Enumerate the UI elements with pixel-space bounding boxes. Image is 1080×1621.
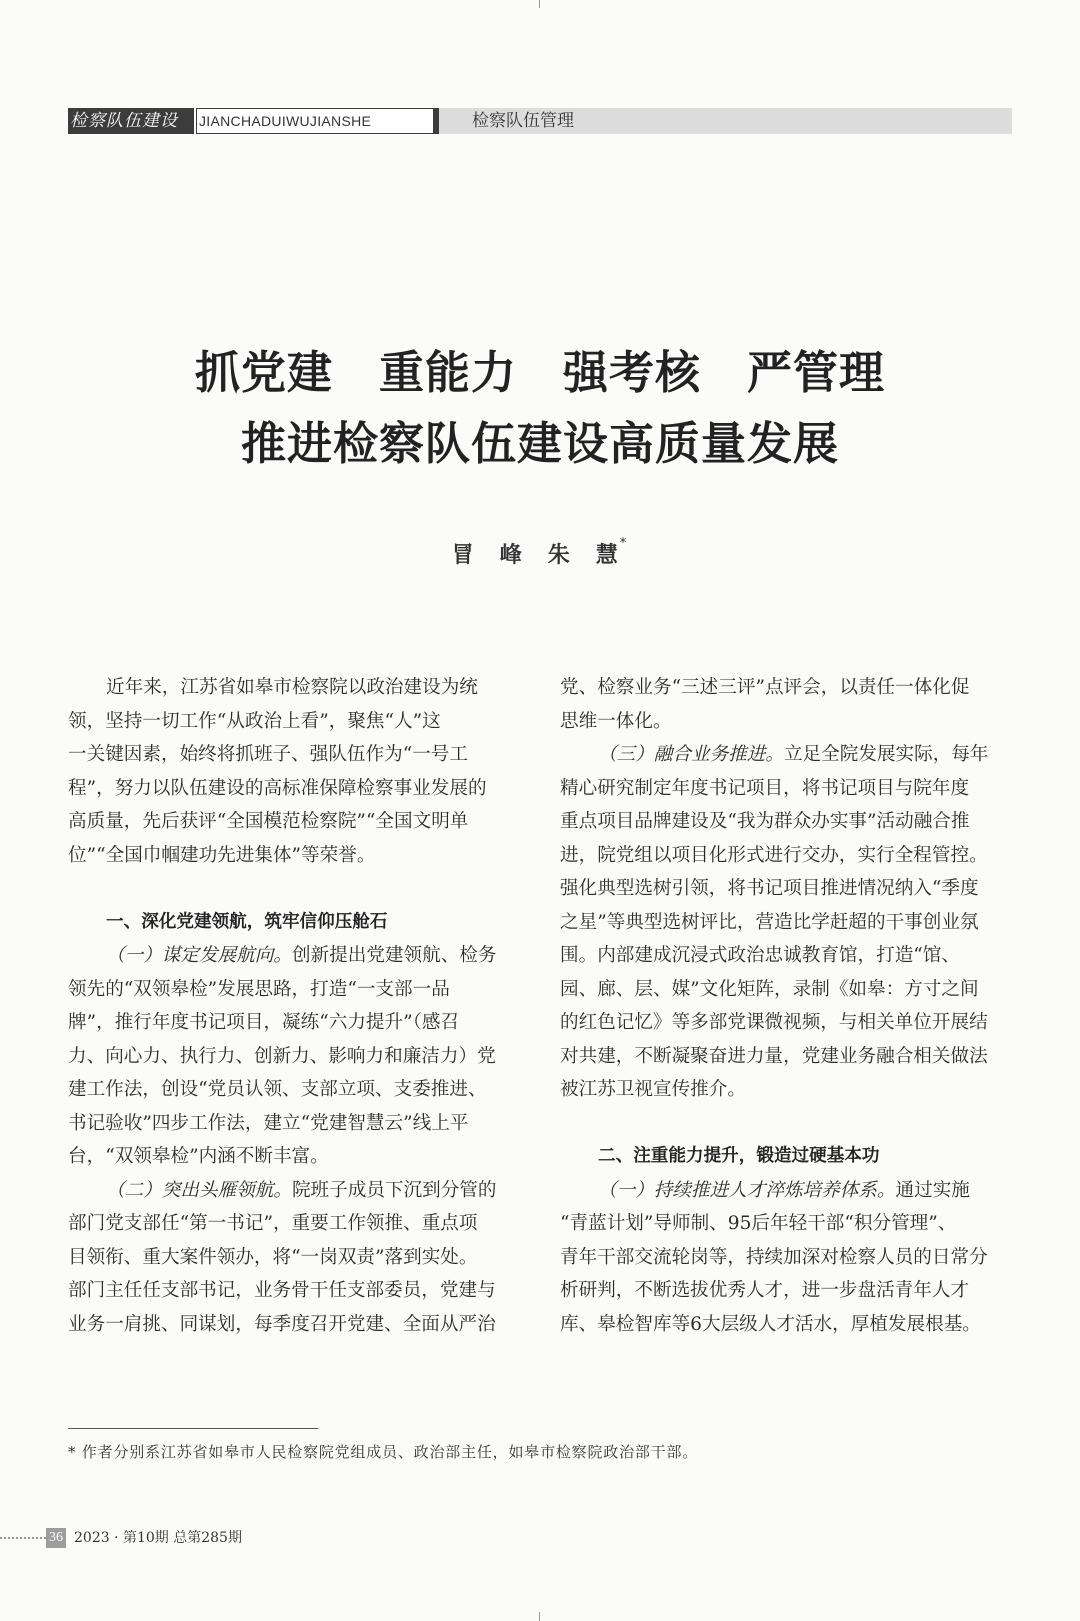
text-line: 建工作法，创设“党员认领、支部立项、支委推进、: [68, 1079, 487, 1100]
author-footnote: * 作者分别系江苏省如皋市人民检察院党组成员、政治部主任，如皋市检察院政治部干部。: [68, 1443, 699, 1461]
footer-leader: [0, 1537, 46, 1539]
text-line: 围。内部建成沉浸式政治忠诚教育馆，打造“馆、: [560, 945, 960, 966]
footnote-rule: [68, 1428, 318, 1429]
subsection-title: （一）持续推进人才淬炼培养体系。: [598, 1179, 896, 1201]
issue-info: 2023 · 第10期 总第285期: [74, 1530, 242, 1546]
text-line: 园、廊、层、媒”文化矩阵，录制《如皋：方寸之间: [560, 978, 979, 1000]
text-line: 目领衔、重大案件领办，将“一岗双责”落到实处。: [68, 1246, 478, 1268]
text-line: 书记验收”四步工作法，建立“党建智慧云”线上平: [68, 1112, 469, 1134]
body-column-right: [560, 671, 1010, 1341]
text-line: 一关键因素，始终将抓班子、强队伍作为“一号工: [68, 744, 468, 765]
line-text: 通过实施: [895, 1179, 970, 1201]
article-title-line1: 抓党建 重能力 强考核 严管理: [194, 346, 885, 399]
text-line: 牌”，推行年度书记项目，凝练“六力提升”（感召: [68, 1012, 460, 1033]
text-line: 之星”等典型选树评比，营造比学赶超的干事创业氛: [560, 911, 979, 933]
section-heading: 一、深化党建领航，筑牢信仰压舱石: [106, 911, 388, 932]
journal-name-en: JIANCHADUIWUJIANSHE: [196, 108, 434, 134]
paragraph-gap: [68, 872, 518, 906]
text-line: 被江苏卫视宣传推介。: [560, 1079, 746, 1100]
text-line: 力、向心力、执行力、创新力、影响力和廉洁力）党: [68, 1045, 496, 1067]
text-line: [68, 939, 518, 973]
section-heading: 二、注重能力提升，锻造过硬基本功: [598, 1146, 880, 1166]
author-line: [0, 538, 1080, 569]
journal-name-cn: 检察队伍建设: [68, 108, 194, 134]
text-line: 部门党支部任“第一书记”，重要工作领推、重点项: [68, 1213, 478, 1234]
text-line: “青蓝计划”导师制、95后年轻干部“积分管理”、: [560, 1213, 957, 1234]
subsection-title: （二）突出头雁领航。: [106, 1179, 292, 1201]
text-line: 青年干部交流轮岗等，持续加深对检察人员的日常分: [560, 1246, 988, 1268]
text-line: 业务一肩挑、同谋划，每季度召开党建、全面从严治: [68, 1313, 496, 1335]
author-footnote-mark: *: [619, 536, 629, 551]
text-line: 强化典型选树引领，将书记项目推进情况纳入“季度: [560, 878, 979, 899]
text-line: 的红色记忆》等多部党课微视频，与相关单位开展结: [560, 1012, 988, 1033]
running-header: [68, 108, 1012, 134]
subsection-title: （三）融合业务推进。: [598, 744, 784, 765]
text-line: 库、皋检智库等6大层级人才活水，厚植发展根基。: [560, 1313, 981, 1335]
text-line: 党、检察业务“三述三评”点评会，以责任一体化促: [560, 677, 970, 698]
text-line: 程”，努力以队伍建设的高标准保障检察事业发展的: [68, 777, 487, 799]
text-line: 领，坚持一切工作“从政治上看”，聚焦“人”这: [68, 710, 441, 732]
text-line: 台，“双领皋检”内涵不断丰富。: [68, 1146, 329, 1167]
author-names: 冒 峰 朱 慧: [451, 543, 620, 568]
text-line: 重点项目品牌建设及“我为群众办实事”活动融合推: [560, 811, 970, 832]
page-number: 36: [46, 1528, 66, 1548]
body-column-left: [68, 671, 518, 1341]
text-line: [68, 1174, 518, 1208]
text-line: 部门主任任支部书记，业务骨干任支部委员，党建与: [68, 1280, 496, 1301]
text-line: 位”“全国巾帼建功先进集体”等荣誉。: [68, 844, 376, 866]
text-line: [560, 738, 1010, 772]
text-line: 对共建，不断凝聚奋进力量，党建业务融合相关做法: [560, 1045, 988, 1067]
text-line: 精心研究制定年度书记项目，将书记项目与院年度: [560, 777, 970, 799]
subsection-title: （一）谋定发展航向。: [106, 945, 292, 966]
paragraph-gap: [560, 1107, 1010, 1141]
line-text: 立足全院发展实际，每年: [783, 744, 989, 765]
crop-mark-top: [539, 0, 540, 8]
text-line: 高质量，先后获评“全国模范检察院”“全国文明单: [68, 811, 469, 832]
text-line: 进，院党组以项目化形式进行交办，实行全程管控。: [560, 844, 988, 866]
text-line: 领先的“双领皋检”发展思路，打造“一支部一品: [68, 978, 450, 1000]
line-text: 创新提出党建领航、检务: [291, 945, 497, 966]
crop-mark-bottom: [539, 1612, 540, 1621]
text-line: 近年来，江苏省如皋市检察院以政治建设为统: [106, 677, 478, 698]
section-name: 检察队伍管理: [472, 111, 574, 131]
line-text: 院班子成员下沉到分管的: [291, 1179, 497, 1201]
text-line: 思维一体化。: [560, 710, 672, 732]
text-line: [560, 1174, 1010, 1208]
text-line: 析研判，不断选拔优秀人才，进一步盘活青年人才: [560, 1280, 970, 1301]
article-title-line2: 推进检察队伍建设高质量发展: [240, 417, 839, 470]
